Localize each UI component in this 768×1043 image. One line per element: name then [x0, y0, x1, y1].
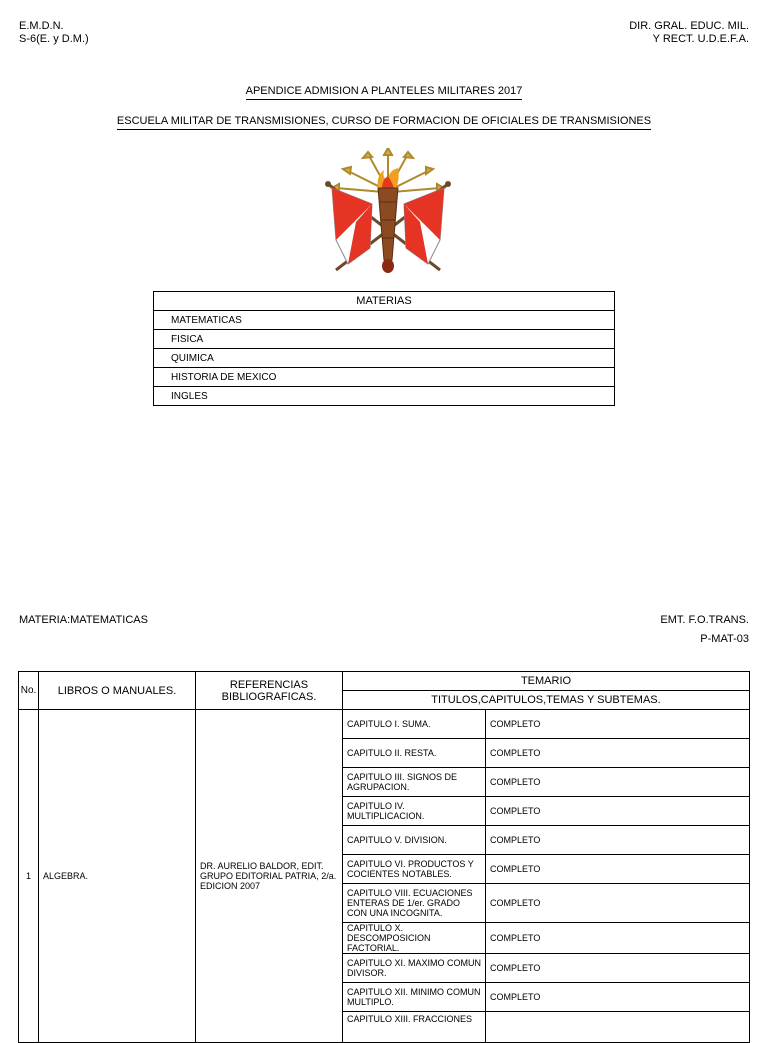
topic-scope: COMPLETO	[486, 884, 750, 923]
document-subtitle: ESCUELA MILITAR DE TRANSMISIONES, CURSO DE FORMACION DE OFICIALES DE TRANSMISIONES	[117, 115, 651, 130]
section-code2: P-MAT-03	[700, 633, 749, 645]
topic-chapter: CAPITULO III. SIGNOS DE AGRUPACION.	[343, 768, 486, 797]
topic-chapter: CAPITULO V. DIVISION.	[343, 826, 486, 855]
row-number: 1	[19, 710, 39, 1043]
topic-scope: COMPLETO	[486, 739, 750, 768]
col-temario-header: TEMARIO	[343, 672, 750, 691]
topic-chapter: CAPITULO II. RESTA.	[343, 739, 486, 768]
row-referencia: DR. AURELIO BALDOR, EDIT. GRUPO EDITORIAL PATRIA, 2/a. EDICION 2007	[196, 710, 343, 1043]
topic-scope: COMPLETO	[486, 797, 750, 826]
materia-item: QUIMICA	[154, 349, 615, 368]
topic-scope: COMPLETO	[486, 983, 750, 1012]
col-libros-header: LIBROS O MANUALES.	[39, 672, 196, 710]
materia-label: MATERIA:MATEMATICAS	[19, 614, 148, 626]
section-code1: EMT. F.O.TRANS.	[660, 614, 749, 626]
materia-item: MATEMATICAS	[154, 311, 615, 330]
col-no-header: No.	[19, 672, 39, 710]
row-libro: ALGEBRA.	[39, 710, 196, 1043]
topic-chapter: CAPITULO XI. MAXIMO COMUN DIVISOR.	[343, 954, 486, 983]
topic-scope: COMPLETO	[486, 710, 750, 739]
topic-scope: COMPLETO	[486, 826, 750, 855]
section-codes	[660, 614, 749, 646]
materia-item: FISICA	[154, 330, 615, 349]
topic-chapter: CAPITULO I. SUMA.	[343, 710, 486, 739]
col-refs-header: REFERENCIAS BIBLIOGRAFICAS.	[196, 672, 343, 710]
topic-scope: COMPLETO	[486, 768, 750, 797]
topic-chapter: CAPITULO VI. PRODUCTOS Y COCIENTES NOTABLES.	[343, 855, 486, 884]
temario-table	[18, 671, 750, 1043]
materias-header: MATERIAS	[154, 292, 615, 311]
topic-scope: COMPLETO	[486, 954, 750, 983]
document-subtitle-row	[0, 115, 768, 130]
header-left-line1: E.M.D.N.	[19, 20, 64, 32]
materias-table	[153, 291, 615, 406]
document-title-row	[0, 85, 768, 100]
topic-scope	[486, 1012, 750, 1043]
topic-chapter: CAPITULO XII. MINIMO COMUN MULTIPLO.	[343, 983, 486, 1012]
header-right-line1: DIR. GRAL. EDUC. MIL.	[629, 20, 749, 32]
topic-chapter: CAPITULO XIII. FRACCIONES	[343, 1012, 486, 1043]
col-titulos-header: TITULOS,CAPITULOS,TEMAS Y SUBTEMAS.	[343, 691, 750, 710]
topic-scope: COMPLETO	[486, 923, 750, 954]
topic-chapter: CAPITULO VIII. ECUACIONES ENTERAS DE 1/er. GRADO CON UNA INCOGNITA.	[343, 884, 486, 923]
topic-chapter: CAPITULO X. DESCOMPOSICION FACTORIAL.	[343, 923, 486, 954]
header-right-line2: Y RECT. U.D.E.F.A.	[652, 33, 749, 45]
materia-item: INGLES	[154, 387, 615, 406]
header-left-line2: S-6(E. y D.M.)	[19, 33, 89, 45]
header-left	[19, 20, 89, 46]
transmissions-emblem-icon	[322, 148, 454, 276]
header-right	[629, 20, 749, 46]
materia-item: HISTORIA DE MEXICO	[154, 368, 615, 387]
topic-scope: COMPLETO	[486, 855, 750, 884]
topic-chapter: CAPITULO IV. MULTIPLICACION.	[343, 797, 486, 826]
document-title: APENDICE ADMISION A PLANTELES MILITARES 2017	[246, 85, 523, 100]
